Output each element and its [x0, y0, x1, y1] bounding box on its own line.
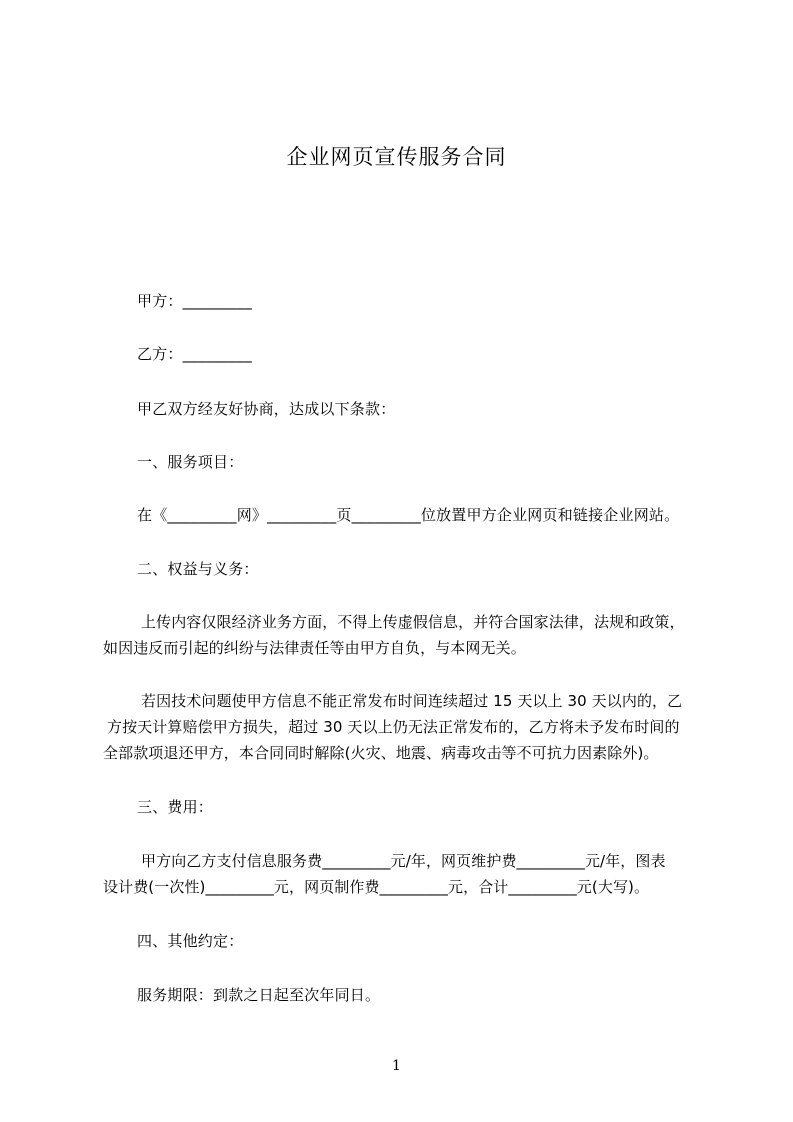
section2-paragraph2-line3: 全部款项退还甲方，本合同同时解除(火灾、地震、病毒攻击等不可抗力因素除外)。 [103, 744, 659, 762]
section4-text: 服务期限：到款之日起至次年同日。 [137, 986, 381, 1004]
section3-line1: 甲方向乙方支付信息服务费_________元/年，网页维护费_________元/年，图表 [141, 852, 666, 870]
section2-paragraph1-line1: 上传内容仅限经济业务方面，不得上传虚假信息，并符合国家法律，法规和政策， [141, 613, 685, 631]
party-a-line: 甲方：_________ [137, 292, 252, 310]
section1-text: 在《_________网》_________页_________位放置甲方企业网页和链接企业网站。 [137, 506, 680, 524]
section2-heading: 二、权益与义务： [137, 560, 259, 578]
section2-paragraph2-line1: 若因技术问题使甲方信息不能正常发布时间连续超过 15 天以上 30 天以内的，乙 [141, 692, 683, 710]
document-title: 企业网页宣传服务合同 [286, 145, 507, 169]
section4-heading: 四、其他约定： [137, 932, 244, 950]
party-b-line: 乙方：_________ [137, 345, 252, 363]
section1-heading: 一、服务项目： [137, 453, 244, 471]
section3-line2: 设计费(一次性)_________元，网页制作费_________元，合计_________元(大写)。 [103, 878, 650, 896]
section3-heading: 三、费用： [137, 798, 214, 816]
intro-text: 甲乙双方经友好协商，达成以下条款： [137, 400, 396, 418]
section2-paragraph1-line2: 如因违反而引起的纠纷与法律责任等由甲方自负，与本网无关。 [103, 639, 526, 657]
page-number: 1 [392, 1058, 401, 1074]
section2-paragraph2-line2: 方按天计算赔偿甲方损失，超过 30 天以上仍无法正常发布的，乙方将未予发布时间的 [107, 718, 680, 736]
